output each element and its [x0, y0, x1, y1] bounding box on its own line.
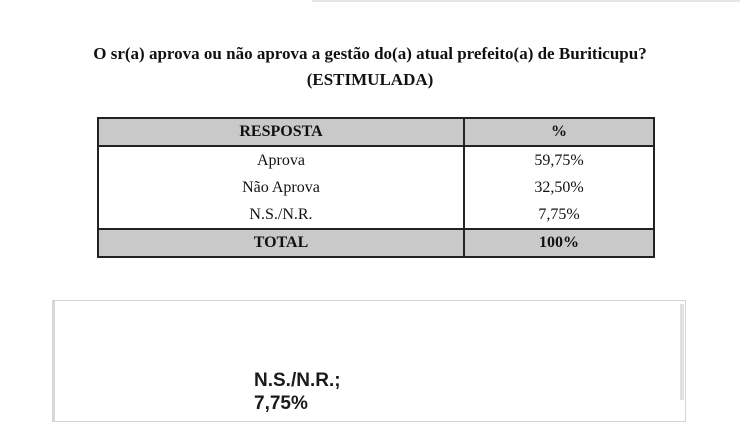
row-resposta: Aprova: [98, 146, 464, 174]
header-resposta: RESPOSTA: [98, 118, 464, 146]
chart-frame: [52, 300, 686, 422]
total-label: TOTAL: [98, 229, 464, 257]
table-header-row: [98, 118, 654, 146]
table-row: [98, 174, 654, 201]
row-resposta: Não Aprova: [98, 174, 464, 201]
row-percent: 7,75%: [464, 201, 654, 229]
pie-data-label-name: N.S./N.R.;: [254, 370, 341, 391]
results-table: [97, 117, 655, 258]
chart-frame-shadow: [680, 304, 684, 400]
row-resposta: N.S./N.R.: [98, 201, 464, 229]
pie-data-label-value: 7,75%: [254, 393, 308, 414]
row-percent: 59,75%: [464, 146, 654, 174]
question-title: O sr(a) aprova ou não aprova a gestão do(a) atual prefeito(a) de Buriticupu?: [93, 44, 647, 63]
total-percent: 100%: [464, 229, 654, 257]
question-subtitle: (ESTIMULADA): [306, 70, 434, 89]
header-percent: %: [464, 118, 654, 146]
row-percent: 32,50%: [464, 174, 654, 201]
top-divider: [312, 0, 740, 2]
table-row: [98, 201, 654, 229]
table-total-row: [98, 229, 654, 257]
table-row: [98, 146, 654, 174]
